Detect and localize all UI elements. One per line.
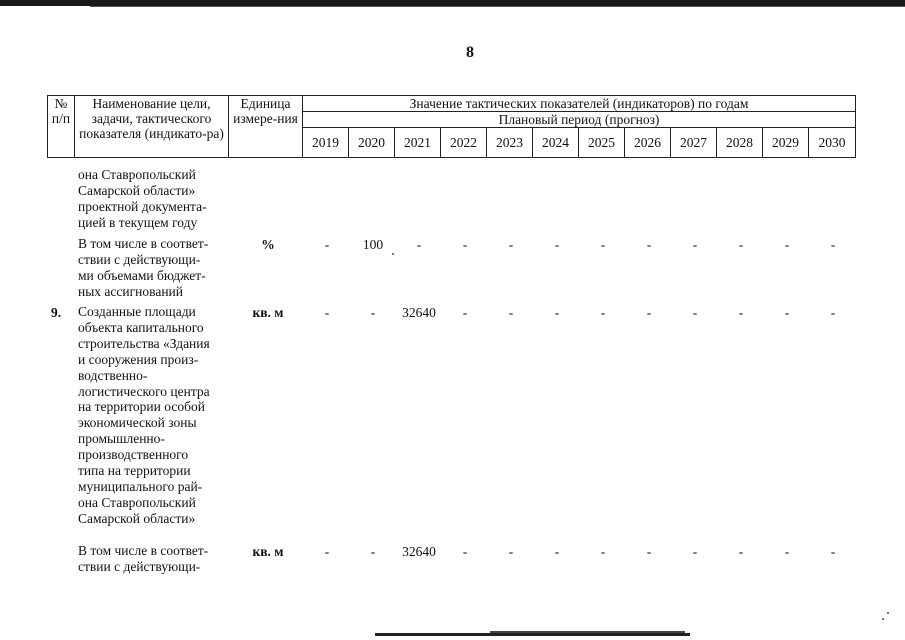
value-cell: - [646, 237, 652, 252]
value-cell: - [692, 544, 698, 559]
value-cell: - [324, 305, 330, 320]
year-2021: 2021 [395, 128, 441, 158]
value-cell: - [554, 237, 560, 252]
name-line: экономической зоны [78, 415, 197, 431]
name-line: она Ставропольский [78, 167, 196, 182]
name-line: Самарской области» [78, 182, 196, 198]
row-values-created-area-budget [0, 544, 905, 560]
name-line: водственно- [78, 367, 148, 383]
value-cell: - [600, 237, 606, 252]
value-cell: - [370, 305, 376, 320]
name-line: В том числе в соответ- [78, 543, 209, 558]
value-cell: - [462, 237, 468, 252]
name-line: логистического центра [78, 383, 210, 399]
value-cell: - [508, 237, 514, 252]
name-line: проектной документа- [78, 198, 207, 214]
value-cell: - [692, 237, 698, 252]
value-cell: - [738, 305, 744, 320]
year-2025: 2025 [579, 128, 625, 158]
year-2022: 2022 [441, 128, 487, 158]
header-values: Значение тактических показателей (индикаторов) по годам [303, 96, 856, 112]
value-cell: - [600, 305, 606, 320]
value-cell: - [462, 544, 468, 559]
scan-speck [887, 612, 889, 614]
name-line: ми объемами бюджет- [78, 267, 206, 283]
value-cell: - [784, 237, 790, 252]
row-number: 9. [51, 305, 62, 320]
header-period: Плановый период (прогноз) [303, 112, 856, 128]
name-line: на территории особой [78, 399, 205, 415]
header-unit: Единица измере-ния [229, 96, 303, 158]
value-cell: - [324, 544, 330, 559]
value-cell: - [830, 237, 836, 252]
row-values-budget-percent [0, 237, 905, 253]
row-values-created-area [0, 305, 905, 321]
name-line: промышленно- [78, 431, 165, 447]
value-cell: - [554, 305, 560, 320]
name-line: ствии с действующи- [78, 558, 201, 574]
year-2026: 2026 [625, 128, 671, 158]
value-cell: - [830, 544, 836, 559]
name-line: строительства «Здания [78, 335, 210, 351]
year-2028: 2028 [717, 128, 763, 158]
page-number: 8 [466, 44, 474, 61]
value-cell: - [738, 237, 744, 252]
indicator-table-header [47, 95, 856, 158]
name-line: В том числе в соответ- [78, 236, 209, 251]
value-cell: 32640 [402, 544, 436, 559]
scan-bottom-border [375, 633, 690, 636]
scan-top-line [90, 6, 905, 7]
name-line: и сооружения произ- [78, 351, 199, 367]
name-line: ствии с действующи- [78, 251, 201, 267]
header-name: Наименование цели, задачи, тактического показателя (индикато-ра) [75, 96, 229, 158]
name-line: объекта капитального [78, 319, 204, 335]
name-line: муниципального рай- [78, 478, 203, 494]
name-line: она Ставропольский [78, 494, 196, 510]
scan-speck [882, 618, 884, 620]
value-cell: - [784, 305, 790, 320]
value-cell: - [738, 544, 744, 559]
year-2020: 2020 [349, 128, 395, 158]
name-line: типа на территории [78, 463, 191, 479]
unit-cell: кв. м [252, 305, 284, 320]
value-cell: - [370, 544, 376, 559]
year-2023: 2023 [487, 128, 533, 158]
scan-speck [392, 253, 394, 255]
name-line: ных ассигнований [78, 283, 183, 299]
value-cell: 100 [362, 237, 384, 252]
value-cell: - [416, 237, 422, 252]
year-2024: 2024 [533, 128, 579, 158]
year-2019: 2019 [303, 128, 349, 158]
row-name-created-area [78, 304, 226, 527]
value-cell: - [508, 305, 514, 320]
name-line: Созданные площади [78, 304, 196, 319]
unit-cell: кв. м [252, 544, 284, 559]
name-line: Самарской области» [78, 510, 196, 526]
value-cell: 32640 [402, 305, 436, 320]
value-cell: - [784, 544, 790, 559]
value-cell: - [646, 544, 652, 559]
year-2029: 2029 [763, 128, 809, 158]
unit-cell: % [261, 237, 275, 252]
value-cell: - [462, 305, 468, 320]
year-2027: 2027 [671, 128, 717, 158]
value-cell: - [646, 305, 652, 320]
value-cell: - [600, 544, 606, 559]
value-cell: - [692, 305, 698, 320]
value-cell: - [554, 544, 560, 559]
row-name-continuation [78, 167, 226, 231]
name-line: производственного [78, 447, 189, 463]
name-line: цией в текущем году [78, 214, 198, 230]
value-cell: - [324, 237, 330, 252]
value-cell: - [508, 544, 514, 559]
header-num: № п/п [48, 96, 75, 158]
value-cell: - [830, 305, 836, 320]
year-2030: 2030 [809, 128, 856, 158]
